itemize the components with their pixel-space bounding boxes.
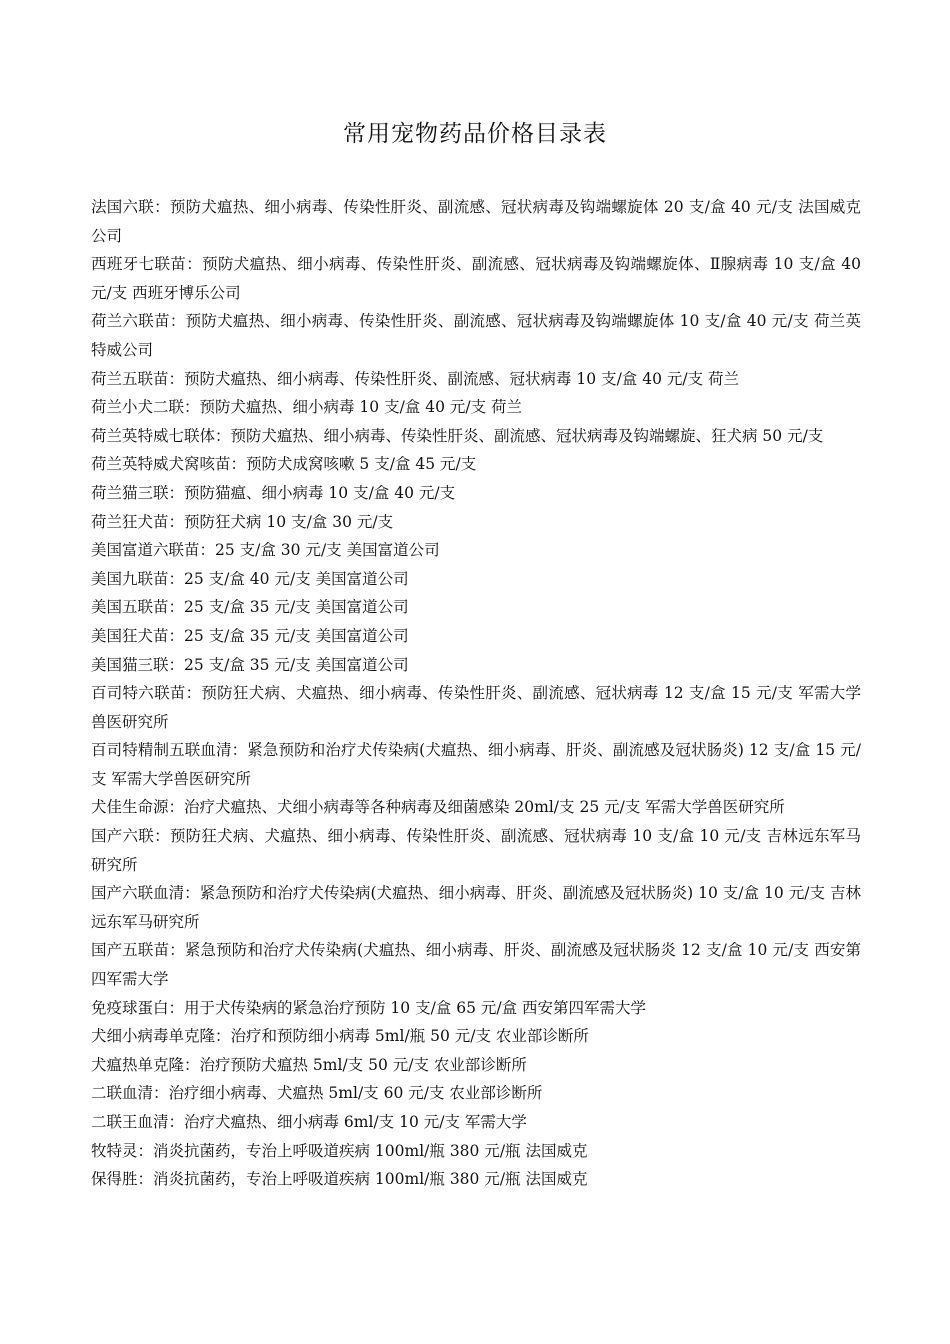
list-item: 牧特灵：消炎抗菌药，专治上呼吸道疾病 100ml/瓶 380 元/瓶 法国威克 [91, 1141, 588, 1160]
list-item: 西班牙七联苗：预防犬瘟热、细小病毒、传染性肝炎、副流感、冠状病毒及钩端螺旋体、Ⅱ腺病毒 10 支/盒 40 元/支 西班牙博乐公司 [91, 255, 861, 302]
list-item: 荷兰五联苗：预防犬瘟热、细小病毒、传染性肝炎、副流感、冠状病毒 10 支/盒 40 元/支 荷兰 [91, 369, 740, 388]
list-item: 国产六联：预防狂犬病、犬瘟热、细小病毒、传染性肝炎、副流感、冠状病毒 10 支/盒 10 元/支 吉林远东军马研究所 [91, 827, 861, 874]
list-item: 美国五联苗：25 支/盒 35 元/支 美国富道公司 [91, 598, 409, 617]
list-item: 百司特六联苗：预防狂犬病、犬瘟热、细小病毒、传染性肝炎、副流感、冠状病毒 12 支/盒 15 元/支 军需大学兽医研究所 [91, 684, 861, 731]
list-item: 免疫球蛋白：用于犬传染病的紧急治疗预防 10 支/盒 65 元/盒 西安第四军需大学 [91, 998, 647, 1017]
list-item: 荷兰六联苗：预防犬瘟热、细小病毒、传染性肝炎、副流感、冠状病毒及钩端螺旋体 10 支/盒 40 元/支 荷兰英特威公司 [91, 312, 861, 359]
list-item: 犬佳生命源：治疗犬瘟热、犬细小病毒等各种病毒及细菌感染 20ml/支 25 元/支 军需大学兽医研究所 [91, 798, 785, 817]
list-item: 荷兰小犬二联：预防犬瘟热、细小病毒 10 支/盒 40 元/支 荷兰 [91, 398, 523, 417]
list-item: 美国富道六联苗：25 支/盒 30 元/支 美国富道公司 [91, 541, 440, 560]
list-item: 荷兰英特威犬窝咳苗：预防犬成窝咳嗽 5 支/盒 45 元/支 [91, 455, 477, 474]
list-item: 美国猫三联：25 支/盒 35 元/支 美国富道公司 [91, 655, 409, 674]
list-item: 二联王血清：治疗犬瘟热、细小病毒 6ml/支 10 元/支 军需大学 [91, 1113, 527, 1131]
list-item: 美国狂犬苗：25 支/盒 35 元/支 美国富道公司 [91, 626, 409, 645]
list-item: 犬细小病毒单克隆：治疗和预防细小病毒 5ml/瓶 50 元/支 农业部诊断所 [91, 1027, 589, 1046]
list-item: 百司特精制五联血清：紧急预防和治疗犬传染病(犬瘟热、细小病毒、肝炎、副流感及冠状肠炎) 12 支/盒 15 元/支 军需大学兽医研究所 [91, 741, 861, 788]
price-list [91, 193, 861, 1194]
list-item: 荷兰英特威七联体：预防犬瘟热、细小病毒、传染性肝炎、副流感、冠状病毒及钩端螺旋、狂犬病 50 元/支 [91, 426, 824, 445]
list-item: 国产六联血清：紧急预防和治疗犬传染病(犬瘟热、细小病毒、肝炎、副流感及冠状肠炎) 10 支/盒 10 元/支 吉林远东军马研究所 [91, 884, 861, 931]
list-item: 保得胜：消炎抗菌药，专治上呼吸道疾病 100ml/瓶 380 元/瓶 法国威克 [91, 1170, 588, 1189]
list-item: 荷兰猫三联：预防猫瘟、细小病毒 10 支/盒 40 元/支 [91, 483, 456, 502]
list-item: 美国九联苗：25 支/盒 40 元/支 美国富道公司 [91, 569, 409, 588]
list-item: 犬瘟热单克隆：治疗预防犬瘟热 5ml/支 50 元/支 农业部诊断所 [91, 1055, 527, 1074]
document-title: 常用宠物药品价格目录表 [343, 121, 607, 147]
list-item: 法国六联：预防犬瘟热、细小病毒、传染性肝炎、副流感、冠状病毒及钩端螺旋体 20 支/盒 40 元/支 法国威克公司 [91, 198, 861, 245]
list-item: 国产五联苗：紧急预防和治疗犬传染病(犬瘟热、细小病毒、肝炎、副流感及冠状肠炎 12 支/盒 10 元/支 西安第四军需大学 [91, 941, 861, 989]
list-item: 荷兰狂犬苗：预防狂犬病 10 支/盒 30 元/支 [91, 512, 394, 531]
list-item: 二联血清：治疗细小病毒、犬瘟热 5ml/支 60 元/支 农业部诊断所 [91, 1084, 543, 1103]
